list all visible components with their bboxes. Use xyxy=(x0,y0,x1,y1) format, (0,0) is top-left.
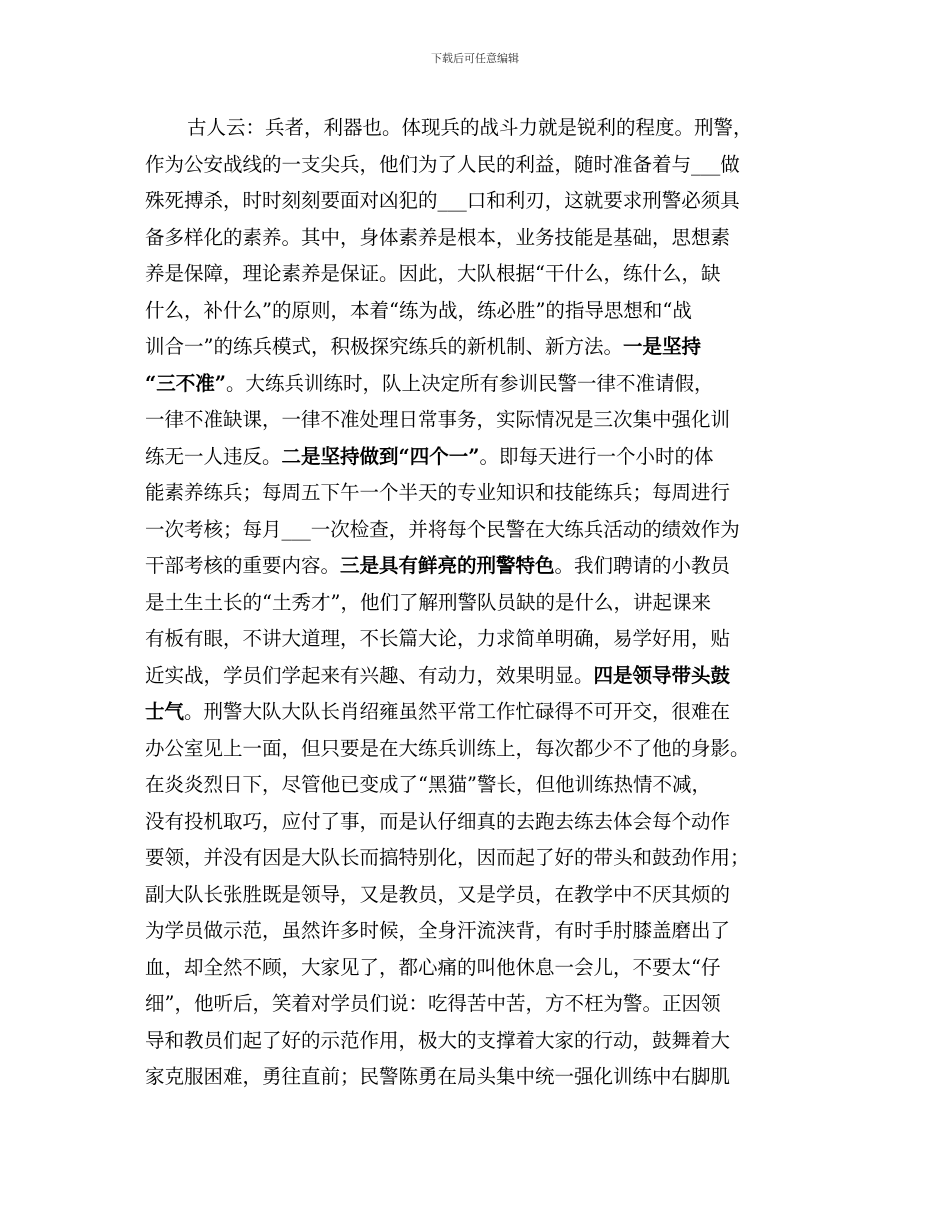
text-run: 在炎炎烈日下，尽管他已变成了“黑猫”警长，但他训练热情不减， xyxy=(145,773,711,796)
bold-text-run: 一是坚持 xyxy=(622,335,701,358)
text-run: 训合一”的练兵模式，积极探究练兵的新机制、新方法。 xyxy=(145,335,623,358)
text-run: 为学员做示范，虽然许多时候，全身汗流浃背，有时手肘膝盖磨出了 xyxy=(145,919,731,942)
bold-text-run: 四是领导带头鼓 xyxy=(593,663,731,687)
text-line xyxy=(145,293,810,330)
text-line xyxy=(145,475,810,512)
text-run: 备多样化的素养。其中，身体素养是根本，业务技能是基础，思想素 xyxy=(145,225,731,249)
text-line xyxy=(145,1059,810,1096)
text-line xyxy=(145,767,810,804)
text-run: 干部考核的重要内容。 xyxy=(145,554,341,577)
text-run: 。大练兵训练时，队上决定所有参训民警一律不准请假， xyxy=(225,371,714,395)
bold-text-run: “三不准” xyxy=(145,371,226,395)
text-run: 一律不准缺课，一律不准处理日常事务，实际情况是三次集中强化训 xyxy=(145,408,731,431)
text-line xyxy=(145,439,810,476)
text-line xyxy=(145,366,810,403)
text-run: 殊死搏杀，时时刻刻要面对凶犯的___口和利刃，这就要求刑警必须具 xyxy=(145,189,740,212)
text-line xyxy=(145,731,810,768)
text-run: 要领，并没有因是大队长而搞特别化，因而起了好的带头和鼓劲作用； xyxy=(145,846,750,869)
bold-text-run: 二是坚持做到“四个一” xyxy=(281,444,480,468)
text-run: 近实战，学员们学起来有兴趣、有动力，效果明显。 xyxy=(145,663,594,687)
text-run: 办公室见上一面，但只要是在大练兵训练上，每次都少不了他的身影。 xyxy=(145,736,750,760)
text-run: 一次考核；每月___一次检查，并将每个民警在大练兵活动的绩效作为 xyxy=(145,517,740,541)
text-run: 古人云：兵者，利器也。体现兵的战斗力就是锐利的程度。刑警， xyxy=(187,116,753,139)
text-run: 练无一人违反。 xyxy=(145,444,282,468)
text-line xyxy=(145,220,810,257)
text-line xyxy=(145,658,810,695)
text-run: 。刑警大队大队长肖绍雍虽然平常工作忙碌得不可开交，很难在 xyxy=(184,700,731,723)
document-body xyxy=(145,110,810,1096)
text-run: 有板有眼，不讲大道理，不长篇大论，力求简单明确，易学好用，贴 xyxy=(145,627,731,650)
text-line xyxy=(145,402,810,439)
text-line xyxy=(145,621,810,658)
text-run: 能素养练兵；每周五下午一个半天的专业知识和技能练兵；每周进行 xyxy=(145,481,731,504)
text-line xyxy=(145,110,810,147)
text-line xyxy=(145,256,810,293)
text-line xyxy=(145,694,810,731)
text-line xyxy=(145,183,810,220)
text-line xyxy=(145,548,810,585)
text-run: 副大队长张胜既是领导，又是教员，又是学员，在教学中不厌其烦的 xyxy=(145,882,731,906)
text-line xyxy=(145,512,810,549)
text-line xyxy=(145,840,810,877)
text-line xyxy=(145,1023,810,1060)
text-run: 什么，补什么”的原则，本着“练为战，练必胜”的指导思想和“战 xyxy=(145,298,692,322)
text-run: 导和教员们起了好的示范作用，极大的支撑着大家的行动，鼓舞着大 xyxy=(145,1028,731,1052)
text-run: 。即每天进行一个小时的体 xyxy=(479,444,714,468)
text-run: 没有投机取巧，应付了事，而是认仔细真的去跑去练去体会每个动作 xyxy=(145,809,731,833)
text-run: 是土生土长的“土秀才”，他们了解刑警队员缺的是什么，讲起课来 xyxy=(145,590,711,614)
text-line xyxy=(145,585,810,622)
text-line xyxy=(145,877,810,914)
text-run: 。我们聘请的小教员 xyxy=(554,554,731,577)
text-line xyxy=(145,147,810,184)
text-run: 细”，他听后，笑着对学员们说：吃得苦中苦，方不枉为警。正因领 xyxy=(145,992,721,1015)
text-run: 作为公安战线的一支尖兵，他们为了人民的利益，随时准备着与___做 xyxy=(145,152,740,176)
text-line xyxy=(145,804,810,841)
page-header: 下载后可任意编辑 xyxy=(431,52,519,65)
text-line xyxy=(145,913,810,950)
text-line xyxy=(145,329,810,366)
text-line xyxy=(145,986,810,1023)
text-run: 养是保障，理论素养是保证。因此，大队根据“干什么，练什么，缺 xyxy=(145,262,721,285)
text-run: 家克服困难，勇往直前；民警陈勇在局头集中统一强化训练中右脚肌 xyxy=(145,1065,731,1088)
bold-text-run: 三是具有鲜亮的刑警特色 xyxy=(340,554,555,577)
text-line xyxy=(145,950,810,987)
text-run: 血，却全然不顾，大家见了，都心痛的叫他休息一会儿，不要太“仔 xyxy=(145,955,721,979)
bold-text-run: 士气 xyxy=(145,700,185,723)
